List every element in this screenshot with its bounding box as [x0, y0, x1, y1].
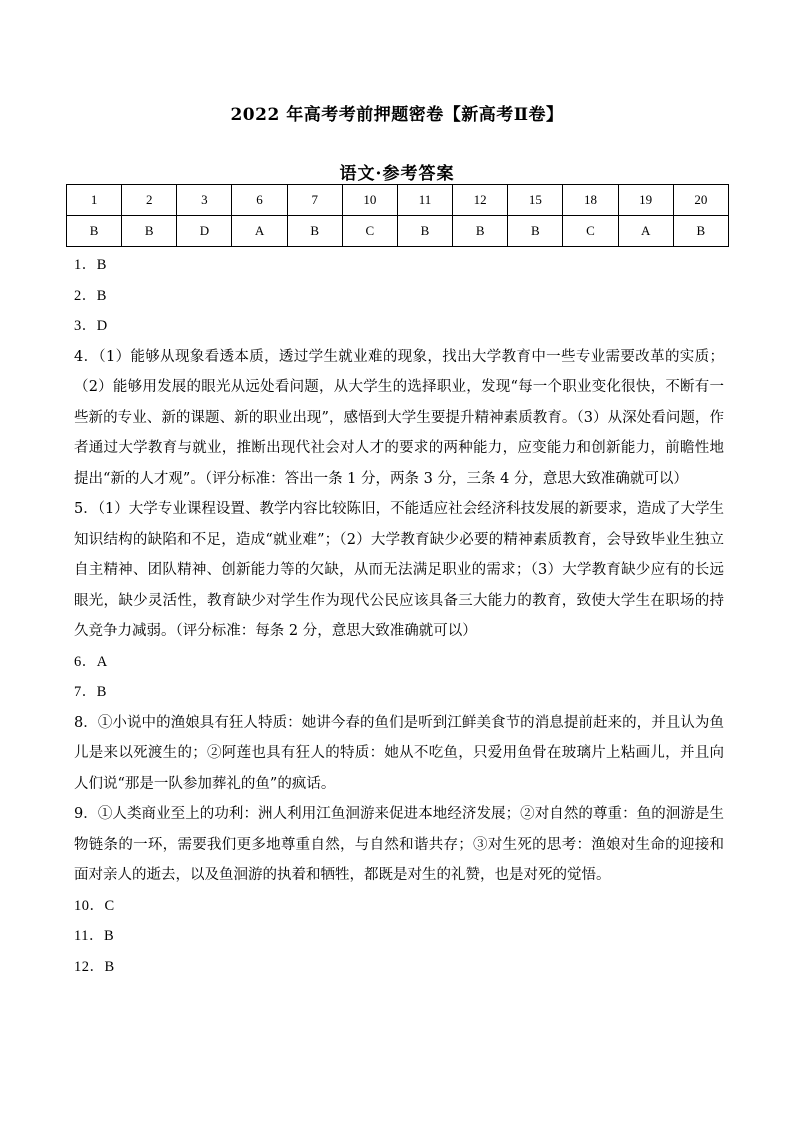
answer-cell: B — [287, 216, 342, 247]
answer-cell: C — [342, 216, 397, 247]
question-number-cell: 15 — [508, 185, 563, 216]
question-number-cell: 7 — [287, 185, 342, 216]
answer-cell: A — [232, 216, 287, 247]
answer-item-3: 3．D — [74, 318, 108, 334]
answer-item-11: 11．B — [74, 928, 115, 944]
answer-item-7: 7．B — [74, 684, 107, 700]
answer-item-5: 5．（1）大学专业课程设置、教学内容比较陈旧，不能适应社会经济科技发展的新要求，造成了大学生知识结构的缺陷和不足，造成“就业难”；（2）大学教育缺少必要的精神素质教育，会导致毕业生独立自主精神、团队精神、创新能力等的欠缺，从而无法满足职业的需求；（3）大学教育缺少应有的长远眼光，缺少灵活性，教育缺少对学生作为现代公民应该具备三大能力的教育，致使大学生在职场的持久竞争力减弱。（评分标准：每条 2 分，意思大致准确就可以） — [74, 501, 724, 639]
answer-item-10: 10．C — [74, 897, 115, 914]
question-number-cell: 3 — [177, 185, 232, 216]
answer-item-8: 8．①小说中的渔娘具有狂人特质：她讲今春的鱼们是听到江鲜美食节的消息提前赶来的，并且认为鱼儿是来以死渡生的；②阿莲也具有狂人的特质：她从不吃鱼，只爱用鱼骨在玻璃片上粘画儿，并且向人们说“那是一队参加葬礼的鱼”的疯话。 — [74, 714, 724, 792]
answer-list — [74, 250, 724, 982]
question-number-cell: 20 — [673, 185, 728, 216]
answer-cell: C — [563, 216, 618, 247]
answer-cell: B — [397, 216, 452, 247]
question-number-cell: 11 — [397, 185, 452, 216]
question-number-cell: 1 — [67, 185, 122, 216]
answer-cell: B — [508, 216, 563, 247]
answer-item-2: 2．B — [74, 287, 107, 304]
answer-table — [66, 184, 729, 247]
question-number-cell: 12 — [453, 185, 508, 216]
question-number-cell: 2 — [122, 185, 177, 216]
answer-item-9: 9．①人类商业至上的功利：洲人利用江鱼洄游来促进本地经济发展；②对自然的尊重：鱼的洄游是生物链条的一环，需要我们更多地尊重自然，与自然和谐共存；③对生死的思考：渔娘对生命的迎接和面对亲人的逝去，以及鱼洄游的执着和牺牲，都既是对生的礼赞，也是对死的觉悟。 — [74, 806, 724, 883]
answer-cell: B — [673, 216, 728, 247]
answer-cell: B — [453, 216, 508, 247]
answer-cell: B — [67, 216, 122, 247]
question-number-cell: 19 — [618, 185, 673, 216]
question-number-cell: 18 — [563, 185, 618, 216]
page-subtitle: 语文·参考答案 — [339, 164, 455, 184]
answer-item-1: 1．B — [74, 257, 107, 273]
question-number-cell: 6 — [232, 185, 287, 216]
answer-item-4: 4．（1）能够从现象看透本质，透过学生就业难的现象，找出大学教育中一些专业需要改革的实质；（2）能够用发展的眼光从远处看问题，从大学生的选择职业，发现“每一个职业变化很快，不断有一些新的专业、新的课题、新的职业出现”，感悟到大学生要提升精神素质教育。（3）从深处看问题，作者通过大学教育与就业，推断出现代社会对人才的要求的两种能力，应变能力和创新能力，前瞻性地提出“新的人才观”。（评分标准：答出一条 1 分，两条 3 分，三条 4 分，意思大致准确就可以） — [74, 348, 724, 487]
question-number-cell: 10 — [342, 185, 397, 216]
answer-item-12: 12．B — [74, 958, 115, 975]
answer-cell: A — [618, 216, 673, 247]
answer-row — [67, 216, 729, 247]
answer-item-6: 6．A — [74, 653, 108, 670]
answer-cell: B — [122, 216, 177, 247]
question-number-row — [67, 185, 729, 216]
answer-cell: D — [177, 216, 232, 247]
page-title: 2022 年高考考前押题密卷【新高考Ⅱ卷】 — [230, 105, 564, 125]
